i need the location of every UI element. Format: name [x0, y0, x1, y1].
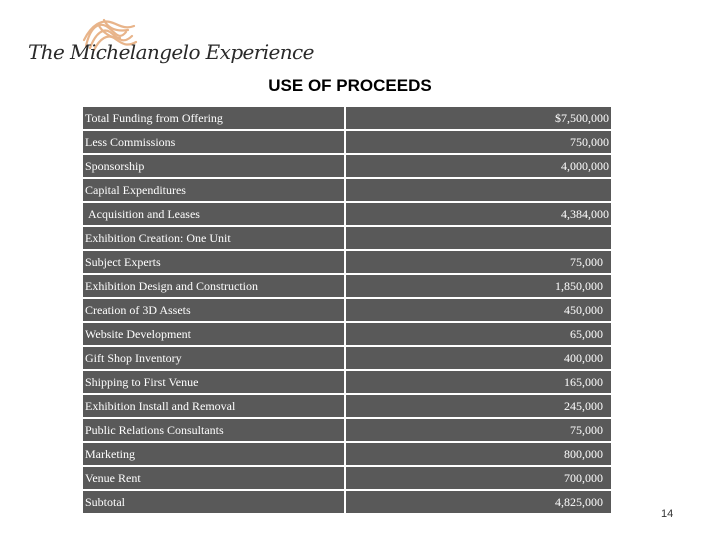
row-label: Public Relations Consultants [83, 419, 346, 441]
row-label: Exhibition Creation: One Unit [83, 227, 346, 249]
row-value: 450,000 [346, 299, 611, 321]
row-value: 400,000 [346, 347, 611, 369]
row-value: 75,000 [346, 419, 611, 441]
row-value [346, 179, 611, 201]
table-row [83, 203, 613, 225]
row-label: Acquisition and Leases [83, 203, 346, 225]
row-value: 75,000 [346, 251, 611, 273]
row-label: Shipping to First Venue [83, 371, 346, 393]
row-label: Less Commissions [83, 131, 346, 153]
row-label: Gift Shop Inventory [83, 347, 346, 369]
row-value: 4,825,000 [346, 491, 611, 513]
table-row [83, 467, 613, 489]
row-value: 165,000 [346, 371, 611, 393]
logo-wordmark: The Michelangelo Experience [28, 40, 314, 64]
row-label: Venue Rent [83, 467, 346, 489]
table-row [83, 395, 613, 417]
row-value: 4,384,000 [346, 203, 611, 225]
page-title: USE OF PROCEEDS [268, 76, 432, 95]
table-row [83, 251, 613, 273]
table-row [83, 155, 613, 177]
row-label: Exhibition Design and Construction [83, 275, 346, 297]
table-row [83, 107, 613, 129]
company-logo [28, 18, 314, 78]
table-row [83, 131, 613, 153]
table-row [83, 347, 613, 369]
row-label: Capital Expenditures [83, 179, 346, 201]
row-label: Exhibition Install and Removal [83, 395, 346, 417]
table-row [83, 323, 613, 345]
table-row [83, 227, 613, 249]
page-number: 14 [661, 508, 674, 520]
table-row [83, 179, 613, 201]
row-value: 245,000 [346, 395, 611, 417]
table-row [83, 443, 613, 465]
row-label: Subtotal [83, 491, 346, 513]
table-row [83, 491, 613, 513]
row-label: Marketing [83, 443, 346, 465]
proceeds-table [83, 107, 613, 515]
row-value: 65,000 [346, 323, 611, 345]
row-value: 800,000 [346, 443, 611, 465]
table-row [83, 419, 613, 441]
row-value: 1,850,000 [346, 275, 611, 297]
row-label: Sponsorship [83, 155, 346, 177]
row-value: 750,000 [346, 131, 611, 153]
row-label: Total Funding from Offering [83, 107, 346, 129]
table-row [83, 299, 613, 321]
table-row [83, 275, 613, 297]
row-label: Subject Experts [83, 251, 346, 273]
row-value [346, 227, 611, 249]
table-row [83, 371, 613, 393]
row-value: 4,000,000 [346, 155, 611, 177]
row-value: $7,500,000 [346, 107, 611, 129]
row-label: Creation of 3D Assets [83, 299, 346, 321]
row-label: Website Development [83, 323, 346, 345]
row-value: 700,000 [346, 467, 611, 489]
